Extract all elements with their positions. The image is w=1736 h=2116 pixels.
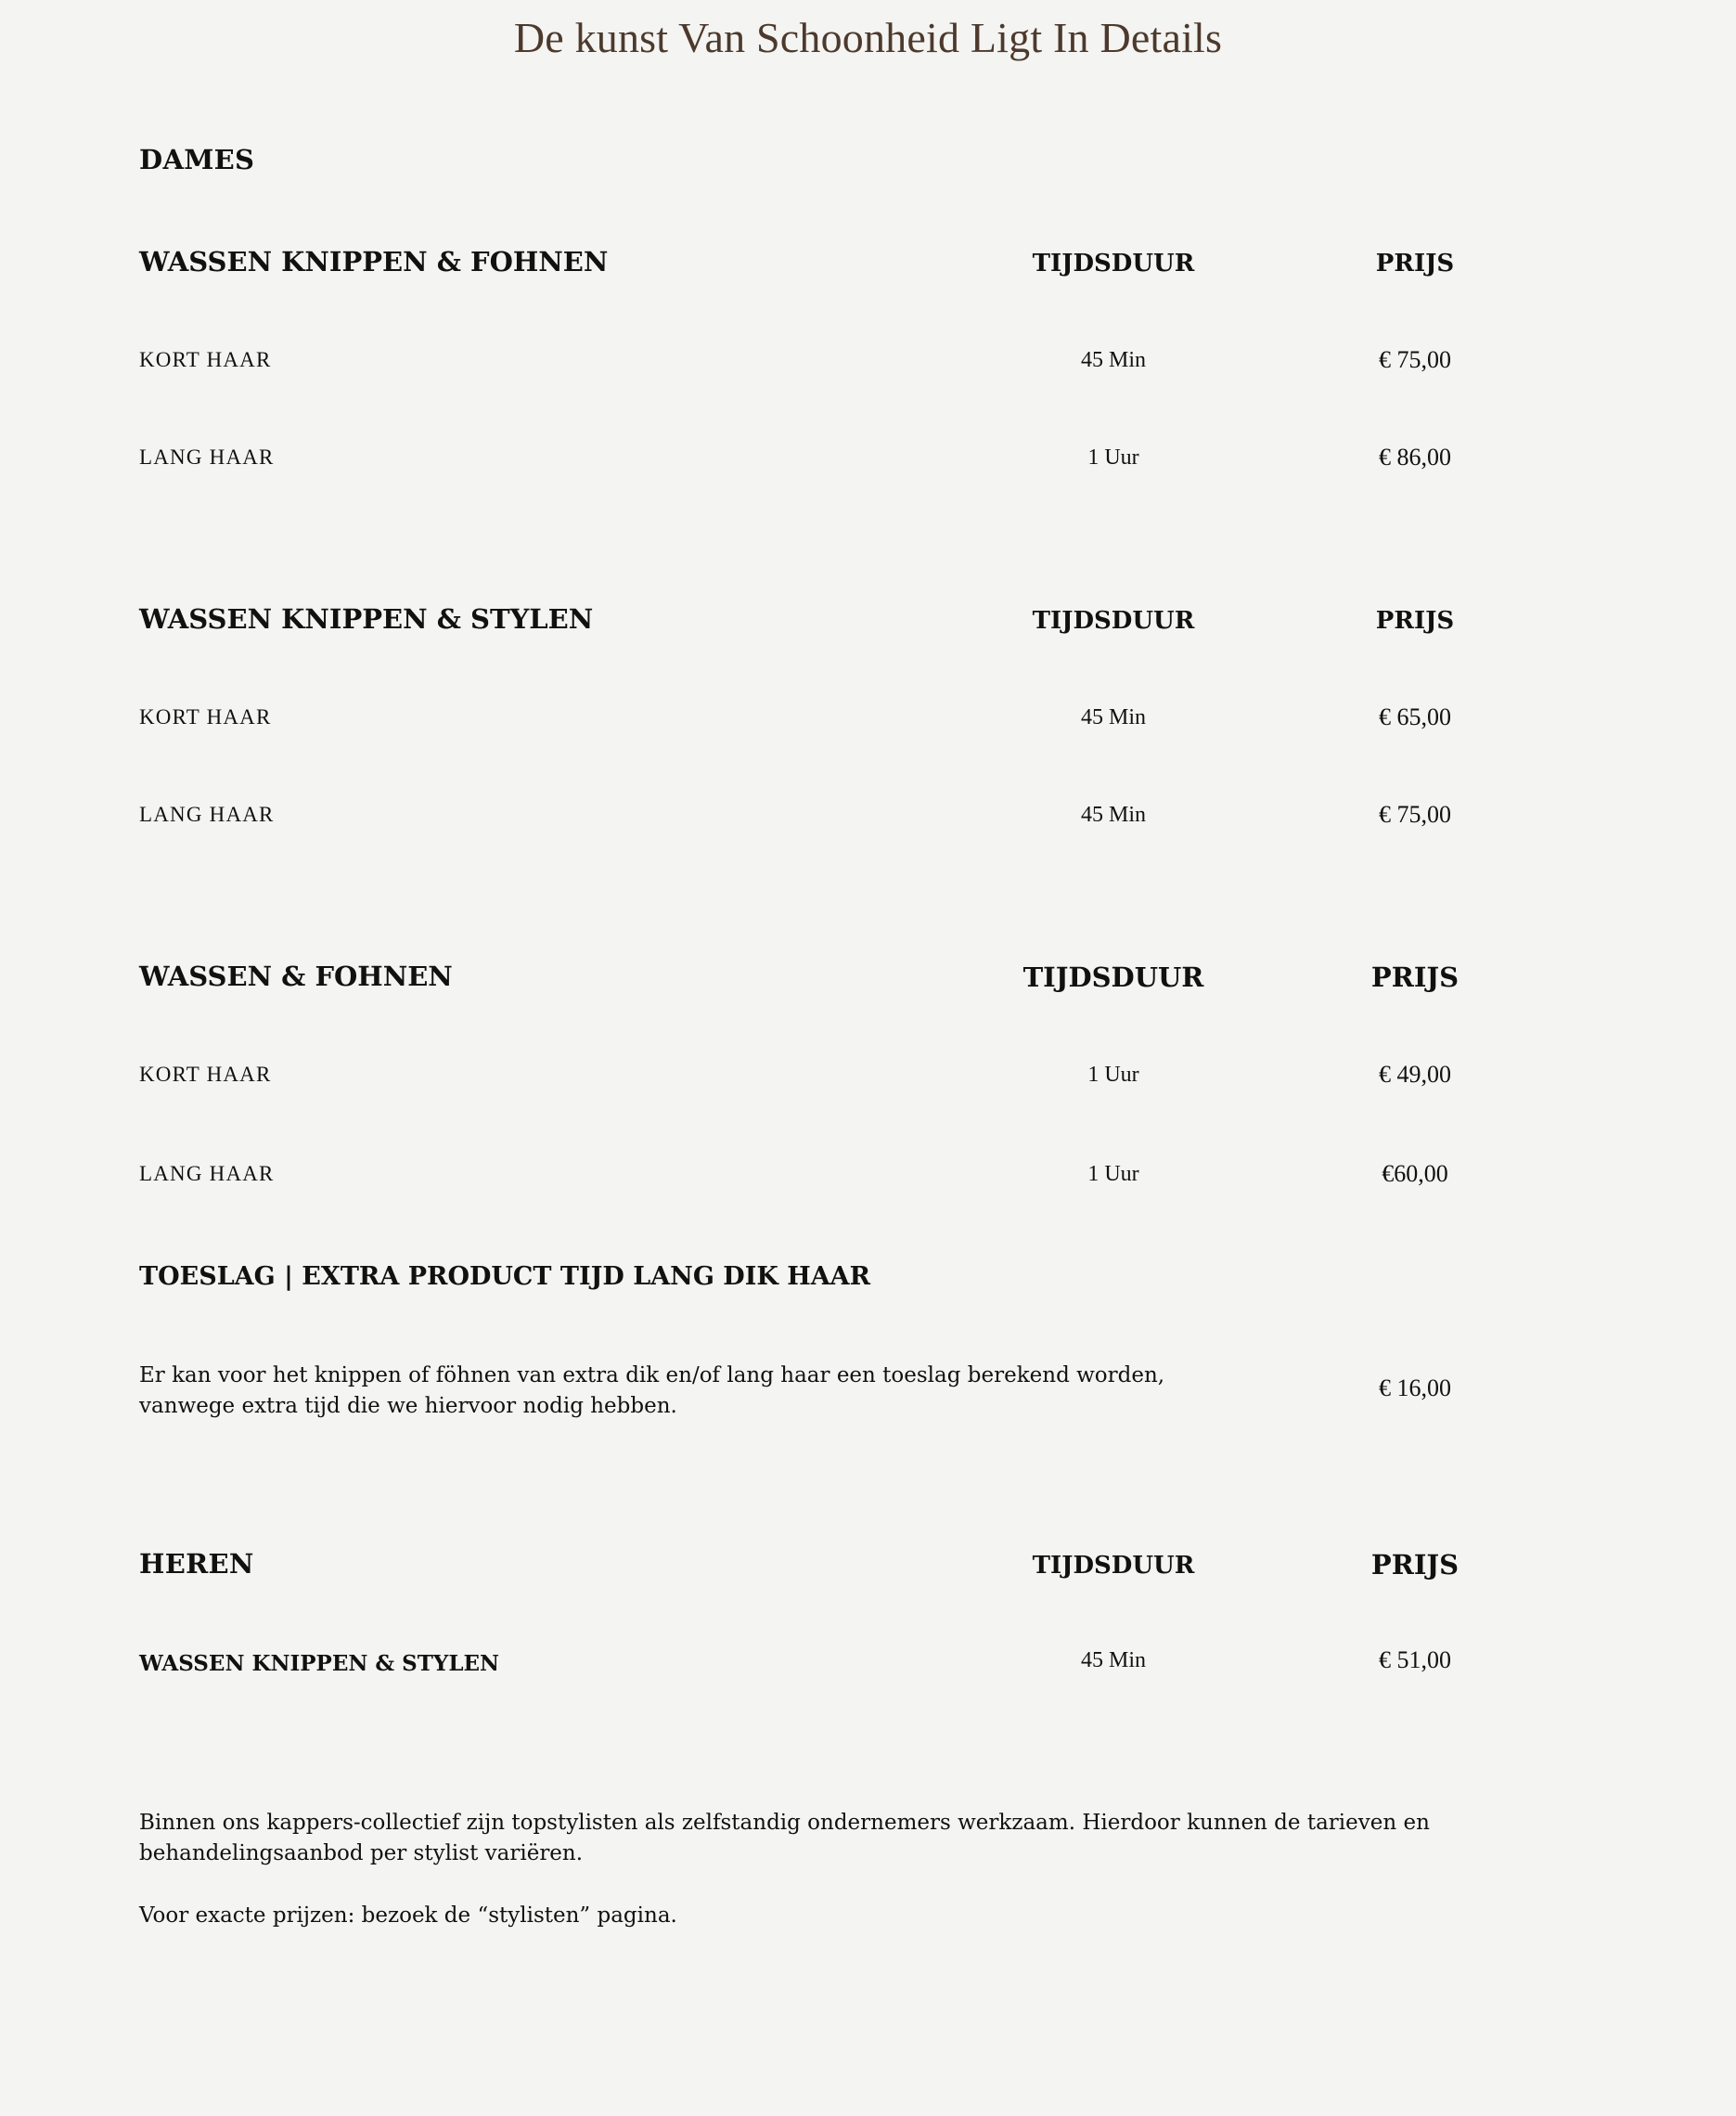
price-column-header: PRIJS [1375,607,1455,635]
service-duration: 1 Uur [1087,445,1139,470]
service-price: € 75,00 [1379,346,1451,373]
surcharge-price: € 16,00 [1379,1374,1451,1401]
price-column-header: PRIJS [1370,961,1460,993]
surcharge-description: Er kan voor het knippen of föhnen van extra dik en/of lang haar een toeslag berekend worden, vanwege extra tijd die we hiervoor nodig hebben. [139,1363,1165,1418]
service-duration: 45 Min [1080,803,1146,827]
group-title: WASSEN KNIPPEN & STYLEN [139,603,594,635]
service-name: LANG HAAR [139,803,275,826]
service-duration: 1 Uur [1087,1162,1139,1186]
service-name: KORT HAAR [139,348,272,371]
section-label-dames: DAMES [139,144,255,175]
duration-column-header: TIJDSDUUR [1032,1552,1195,1580]
service-price: €60,00 [1382,1160,1448,1187]
duration-column-header: TIJDSDUUR [1022,961,1204,993]
price-column-header: PRIJS [1375,250,1455,277]
footer-note: Binnen ons kappers-collectief zijn topstylisten als zelfstandig ondernemers werkzaam. Hierdoor kunnen de tarieven en behandelingsaanbod per stylist variëren. [139,1811,1430,1865]
service-duration: 45 Min [1080,348,1146,372]
service-price: € 51,00 [1379,1646,1451,1673]
service-price: € 75,00 [1379,801,1451,828]
group-title: WASSEN & FOHNEN [139,961,453,992]
service-name: KORT HAAR [139,705,272,729]
duration-column-header: TIJDSDUUR [1032,607,1195,635]
service-duration: 45 Min [1080,705,1146,729]
price-column-header: PRIJS [1370,1549,1460,1581]
duration-column-header: TIJDSDUUR [1032,250,1195,277]
service-name: LANG HAAR [139,1162,275,1185]
service-duration: 1 Uur [1087,1063,1139,1087]
service-name: WASSEN KNIPPEN & STYLEN [139,1651,500,1676]
group-title: WASSEN KNIPPEN & FOHNEN [139,246,609,277]
service-price: € 49,00 [1379,1061,1451,1088]
page-title: De kunst Van Schoonheid Ligt In Details [513,14,1223,61]
service-name: LANG HAAR [139,445,275,469]
service-price: € 86,00 [1379,444,1451,471]
footer-note-stylists: Voor exacte prijzen: bezoek de “stylisten” pagina. [139,1903,677,1928]
service-price: € 65,00 [1379,703,1451,730]
service-name: KORT HAAR [139,1063,272,1086]
service-duration: 45 Min [1080,1648,1146,1672]
surcharge-title: TOESLAG | EXTRA PRODUCT TIJD LANG DIK HAAR [139,1262,871,1291]
section-label-heren: HEREN [139,1548,254,1580]
